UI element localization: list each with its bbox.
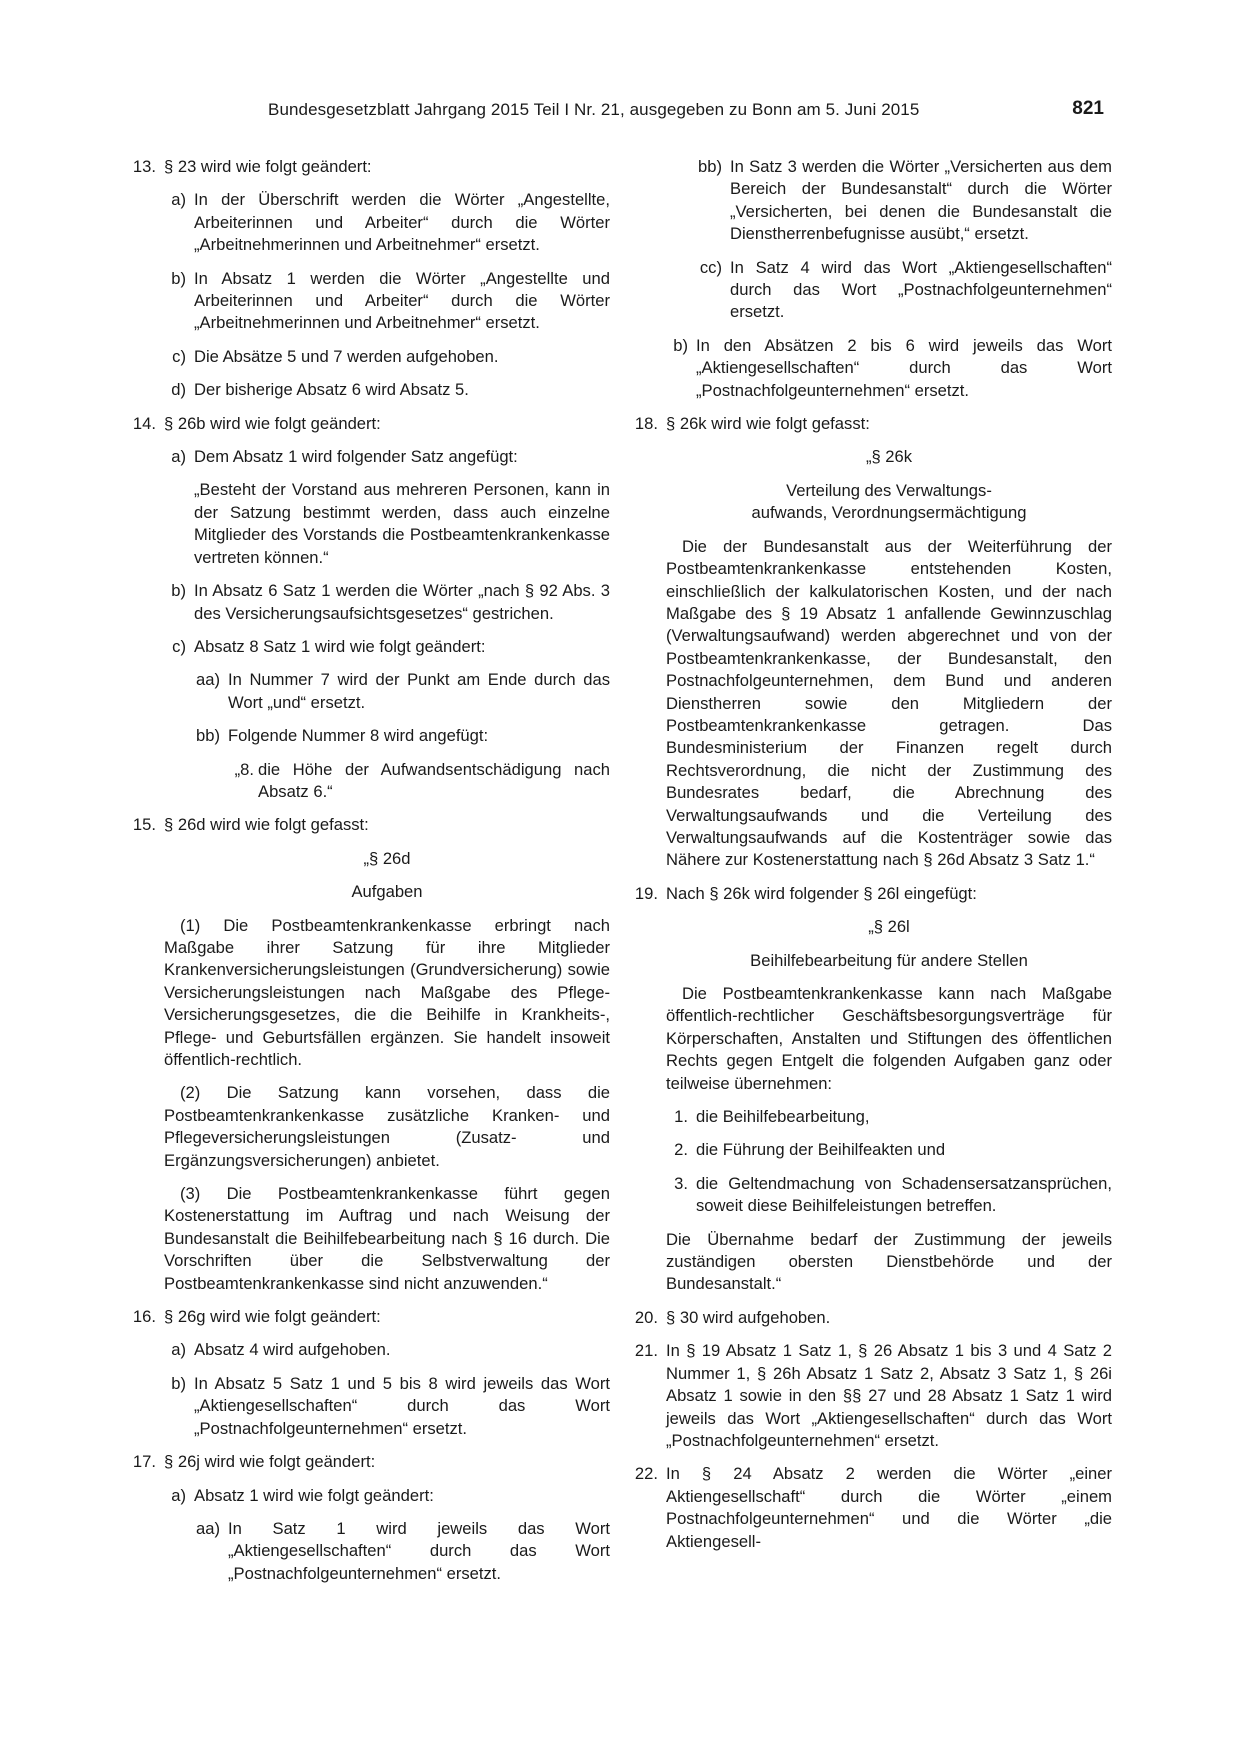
item-13: 13. § 23 wird wie folgt geändert: <box>132 157 372 176</box>
item-14b: b) In Absatz 6 Satz 1 werden die Wörter „nach § 92 Abs. 3 des Versicherungsaufsichtsgesetzes“ gestrichen. <box>171 581 610 623</box>
item-19: 19. Nach § 26k wird folgender § 26l eingefügt: <box>634 883 977 903</box>
item-16: 16. § 26g wird wie folgt geändert: <box>132 1307 381 1327</box>
item-14a: a) Dem Absatz 1 wird folgender Satz angefügt: <box>171 447 518 467</box>
section-26l-para-2: Die Übernahme bedarf der Zustimmung der jeweils zuständigen obersten Dienstbehörde und der Bundesanstalt.“ <box>666 1229 1112 1294</box>
section-26d-heading: „§ 26d <box>363 848 411 868</box>
item-22: 22. In § 24 Absatz 2 werden die Wörter „einer Aktiengesellschaft“ durch die Wörter „einem Postnachfolgeunternehmen“ und die Wörter „die Aktiengesell- <box>634 1464 1112 1551</box>
item-20: 20. § 30 wird aufgehoben. <box>634 1307 831 1327</box>
section-26l-heading: „§ 26l <box>868 917 910 937</box>
item-14c: c) Absatz 8 Satz 1 wird wie folgt geändert: <box>172 636 486 656</box>
item-21: 21. In § 19 Absatz 1 Satz 1, § 26 Absatz 1 bis 3 und 4 Satz 2 Nummer 1, § 26h Absatz 1 Satz 2, Absatz 3 Satz 1, § 26i Absatz 1 sowie in den §§ 27 und 28 Absatz 1 Satz 1 wird jeweils das Wort „Aktiengesellschaften“ durch das Wort „Postnachfolgeunternehmen“ ersetzt. <box>634 1341 1112 1450</box>
item-13c: c) Die Absätze 5 und 7 werden aufgehoben. <box>172 346 499 366</box>
item-16b: b) In Absatz 5 Satz 1 und 5 bis 8 wird jeweils das Wort „Aktiengesellschaften“ durch das Wort „Postnachfolgeunternehmen“ ersetzt. <box>171 1373 610 1438</box>
item-14: 14. § 26b wird wie folgt geändert: <box>132 413 381 433</box>
item-14c-bb-quote: „8. die Höhe der Aufwandsentschädigung nach Absatz 6.“ <box>234 759 610 801</box>
section-26k-title-line-1: Verteilung des Verwaltungs- <box>786 480 992 500</box>
section-26l-list-2: 2. die Führung der Beihilfeakten und <box>674 1140 946 1160</box>
item-17: 17. § 26j wird wie folgt geändert: <box>132 1452 376 1472</box>
item-15: 15. § 26d wird wie folgt gefasst: <box>132 815 369 835</box>
section-26d-para-2: (2) Die Satzung kann vorsehen, dass die Postbeamtenkrankenkasse zusätzliche Kranken- und Pflegeversicherungsleistungen (Zusatz- und Ergänzungsversicherungen) anbietet. <box>164 1083 610 1170</box>
item-17a-cc: cc) In Satz 4 wird das Wort „Aktiengesellschaften“ durch das Wort „Postnachfolgeunternehmen“ ersetzt. <box>699 257 1112 322</box>
item-17b: b) In den Absätzen 2 bis 6 wird jeweils das Wort „Aktiengesellschaften“ durch das Wort „Postnachfolgeunternehmen“ ersetzt. <box>673 335 1112 400</box>
item-13b: b) In Absatz 1 werden die Wörter „Angestellte und Arbeiterinnen und Arbeiter“ durch die Wörter „Arbeitnehmerinnen und Arbeitnehmer“ ersetzt. <box>171 268 610 333</box>
item-14c-aa: aa) In Nummer 7 wird der Punkt am Ende durch das Wort „und“ ersetzt. <box>196 670 610 712</box>
section-26l-title: Beihilfebearbeitung für andere Stellen <box>750 950 1028 970</box>
page-number: 821 <box>1072 98 1104 119</box>
item-17a-bb: bb) In Satz 3 werden die Wörter „Versicherten aus dem Bereich der Bundesanstalt“ durch die Wörter „Versicherten, bei denen die Bundesanstalt die Dienstherrenbefugnisse ausübt,“ ersetzt. <box>698 157 1112 244</box>
section-26d-para-1: (1) Die Postbeamtenkrankenkasse erbringt nach Maßgabe ihrer Satzung für ihre Mitglieder Krankenversicherungsleistungen (Grundversicherung) sowie Versicherungsleistungen nach Maßgabe des Pflege-Versicherungsgesetzes, die die Beihilfe in Krankheits-, Pflege- und Geburtsfällen ergänzen. Sie handelt insoweit öffentlich-rechtlich. <box>164 915 610 1069</box>
section-26l-para-1: Die Postbeamtenkrankenkasse kann nach Maßgabe öffentlich-rechtlicher Geschäftsbesorgungsverträge für Körperschaften, Anstalten und Stiftungen des öffentlichen Rechts gegen Entgelt die folgenden Aufgaben ganz oder teilweise übernehmen: <box>666 984 1112 1093</box>
item-17a: a) Absatz 1 wird wie folgt geändert: <box>171 1485 434 1505</box>
item-14a-quote: „Besteht der Vorstand aus mehreren Personen, kann in der Satzung bestimmt werden, dass auch einzelne Mitglieder des Vorstands die Postbeamtenkrankenkasse vertreten können.“ <box>194 480 610 567</box>
left-column <box>130 156 610 1596</box>
section-26d-title: Aufgaben <box>351 882 423 902</box>
section-26d-para-3: (3) Die Postbeamtenkrankenkasse führt gegen Kostenerstattung im Auftrag und nach Weisung der Bundesanstalt die Beihilfebearbeitung nach § 16 durch. Die Vorschriften über die Selbstverwaltung der Postbeamtenkrankenkasse sind nicht anzuwenden.“ <box>164 1184 610 1293</box>
section-26k-title-line-2: aufwands, Verordnungsermächtigung <box>751 503 1027 523</box>
right-column <box>632 156 1112 1564</box>
gazette-title: Bundesgesetzblatt Jahrgang 2015 Teil I Nr. 21, ausgegeben zu Bonn am 5. Juni 2015 <box>268 100 920 119</box>
item-18: 18. § 26k wird wie folgt gefasst: <box>634 414 870 434</box>
item-13d: d) Der bisherige Absatz 6 wird Absatz 5. <box>171 380 469 400</box>
section-26k-heading: „§ 26k <box>865 447 913 467</box>
section-26l-list-3: 3. die Geltendmachung von Schadensersatzansprüchen, soweit diese Beihilfeleistungen betreffen. <box>674 1173 1112 1216</box>
item-17a-aa: aa) In Satz 1 wird jeweils das Wort „Aktiengesellschaften“ durch das Wort „Postnachfolgeunternehmen“ ersetzt. <box>196 1518 610 1583</box>
item-13a: a) In der Überschrift werden die Wörter „Angestellte, Arbeiterinnen und Arbeiter“ durch die Wörter „Arbeitnehmerinnen und Arbeitnehmer“ ersetzt. <box>171 190 610 255</box>
section-26k-para-1: Die der Bundesanstalt aus der Weiterführung der Postbeamtenkrankenkasse entstehenden Kosten, einschließlich der kalkulatorischen Kosten, und der nach Maßgabe des § 19 Absatz 1 anfallende Gewinnzuschlag (Verwaltungsaufwand) werden abgerechnet und von der Postbeamtenkrankenkasse, der Bundesanstalt, den Postnachfolgeunternehmen, dem Bund und anderen Dienstherren sowie den Mitgliedern der Postbeamtenkrankenkasse getragen. Das Bundesministerium der Finanzen regelt durch Rechtsverordnung, die nicht der Zustimmung des Bundesrates bedarf, die Abrechnung des Verwaltungsaufwands und die Verteilung des Verwaltungsaufwands auf die Kostenträger sowie das Nähere zur Kostenerstattung nach § 26d Absatz 3 Satz 1.“ <box>666 536 1112 870</box>
item-14c-bb: bb) Folgende Nummer 8 wird angefügt: <box>196 726 489 746</box>
item-16a: a) Absatz 4 wird aufgehoben. <box>171 1340 391 1360</box>
page-header <box>0 98 1241 126</box>
section-26k-title <box>666 480 1112 525</box>
section-26l-list-1: 1. die Beihilfebearbeitung, <box>674 1107 870 1127</box>
